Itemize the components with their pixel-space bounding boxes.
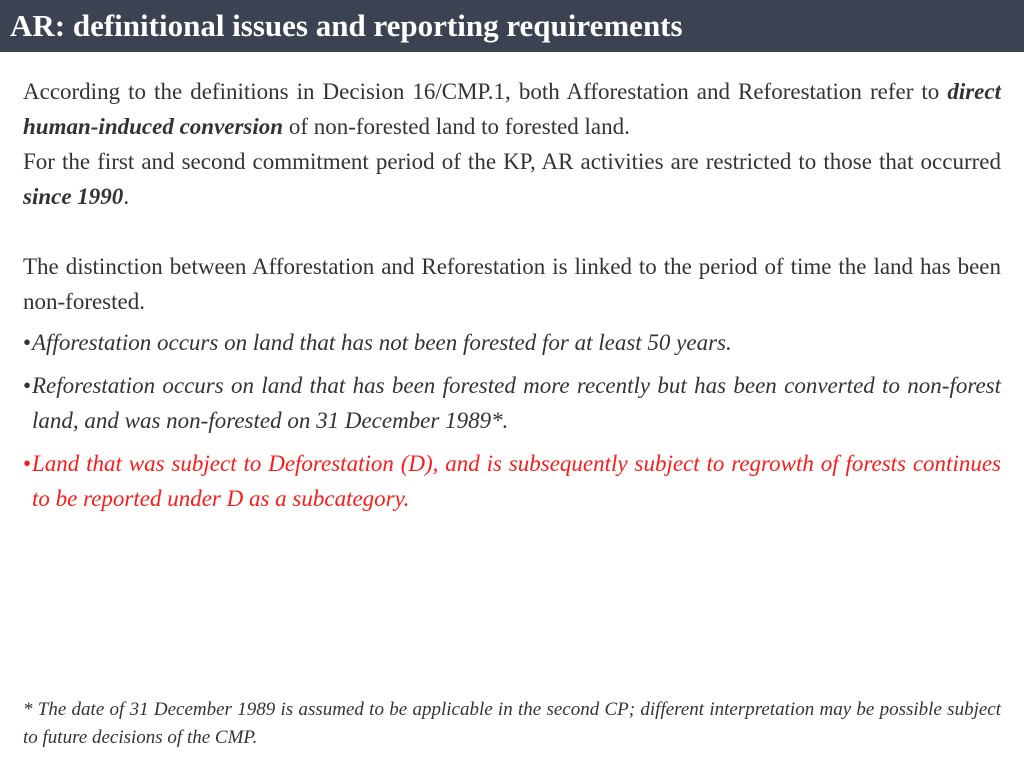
title-bar — [0, 0, 1024, 52]
commitment-text-start: For the first and second commitment period of the KP, AR activities are restricted to those that occurred — [23, 149, 1001, 174]
commitment-emphasis: since 1990 — [23, 184, 124, 209]
definition-paragraph — [23, 74, 1001, 144]
paragraph-spacer — [23, 214, 1001, 249]
definition-emphasis: direct human-induced conversion — [23, 79, 1001, 139]
bullet-list — [23, 325, 1001, 516]
definition-text-end: of non-forested land to forested land. — [283, 114, 630, 139]
slide-title: AR: definitional issues and reporting requirements — [10, 8, 683, 43]
bullet-text: Afforestation occurs on land that has not been forested for at least 50 years. — [32, 330, 732, 355]
slide-body — [23, 74, 1001, 524]
bullet-deforestation — [23, 446, 1001, 516]
bullet-glyph: • — [23, 373, 32, 398]
definition-text-start: According to the definitions in Decision 16/CMP.1, both Afforestation and Reforestation refer to — [23, 79, 948, 104]
distinction-paragraph: The distinction between Afforestation and Reforestation is linked to the period of time the land has been non-forested. — [23, 254, 1001, 314]
bullet-afforestation — [23, 325, 1001, 360]
bullet-text: Land that was subject to Deforestation (D), and is subsequently subject to regrowth of forests continues to be reported under D as a subcategory. — [32, 451, 1001, 511]
bullet-reforestation — [23, 368, 1001, 438]
commitment-text-end: . — [123, 184, 130, 209]
bullet-text: Reforestation occurs on land that has been forested more recently but has been converted to non-forest land, and was non-forested on 31 December 1989*. — [32, 373, 1001, 433]
bullet-glyph: • — [23, 330, 32, 355]
bullet-glyph: • — [23, 451, 32, 476]
commitment-paragraph — [23, 144, 1001, 214]
footnote: * The date of 31 December 1989 is assumed to be applicable in the second CP; different interpretation may be possible subject to future decisions of the CMP. — [23, 699, 1001, 748]
